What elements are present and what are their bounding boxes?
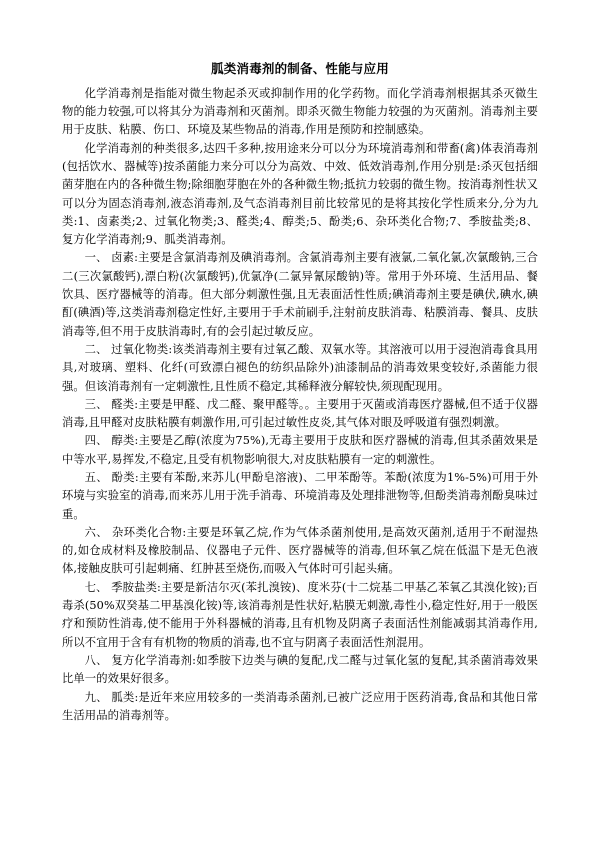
paragraph-10: 八、 复方化学消毒剂:如季胺下边类与碘的复配,戊二醛与过氧化氢的复配,其杀菌消毒效果比单一的效果好很多。	[62, 653, 538, 686]
page-title: 胍类消毒剂的制备、性能与应用	[211, 61, 389, 76]
paragraph-5: 三、 醛类:主要是甲醛、戊二醛、聚甲醛等。。主要用于灭菌或消毒医疗器械,但不适于仪器消毒,且甲醛对皮肤粘膜有刺激作用,可引起过敏性皮炎,其气体对眼及呼吸道有强烈刺激。	[62, 397, 538, 430]
paragraph-7: 五、 酚类:主要有苯酚,来苏儿(甲酚皂溶液)、二甲苯酚等。苯酚(浓度为1%-5%)可用于外环境与实验室的消毒,而来苏儿用于洗手消毒、环境消毒及处理排泄物等,但酚类消毒剂酚臭味过重。	[62, 470, 538, 521]
paragraph-8: 六、 杂环类化合物:主要是环氧乙烷,作为气体杀菌剂使用,是高效灭菌剂,适用于不耐湿热的,如仓成材料及橡胶制品、仪器电子元件、医疗器械等的消毒,但环氧乙烷在低温下是无色液体,接触皮肤可引起刺痛、红肿甚至烧伤,而吸入气体时可引起头痛。	[62, 525, 538, 576]
paragraph-2: 化学消毒剂的种类很多,达四千多种,按用途来分可以分为环境消毒剂和带畜(禽)体表消毒剂(包括饮水、器械等)按杀菌能力来分可以分为高效、中效、低效消毒剂,作用分别是:杀灭包括细菌芽胞在内的各种微生物;除细胞芽胞在外的各种微生物;抵抗力较弱的微生物。按消毒剂性状又可以分为固态消毒剂,液态消毒剂,及气态消毒剂目前比较常见的是将其按化学性质来分,分为九类:1、卤素类;2、过氧化物类;3、醛类;4、醇类;5、酚类;6、杂环类化合物;7、季胺盐类;8、复方化学消毒剂;9、胍类消毒剂。	[62, 141, 538, 247]
paragraph-9: 七、 季胺盐类:主要是新洁尔灭(苯扎溴铵)、度米芬(十二烷基二甲基乙苯氧乙其溴化铵);百毒杀(50%双癸基二甲基溴化铵)等,该消毒剂是性状好,粘膜无刺激,毒性小,稳定性好,用于一般医疗和预防性消毒,使不能用于外科器械的消毒,且有机物及阴离子表面活性剂能减弱其消毒作用,所以不宜用于含有有机物的物质的消毒,也不宜与阴离子表面活性剂混用。	[62, 580, 538, 649]
paragraph-6: 四、 醇类:主要是乙醇(浓度为75%),无毒主要用于皮肤和医疗器械的消毒,但其杀菌效果是中等水平,易挥发,不稳定,且受有机物影响很大,对皮肤粘膜有一定的刺激性。	[62, 434, 538, 466]
paragraph-4: 二、 过氧化物类:该类消毒剂主要有过氧乙酸、双氧水等。其溶液可以用于浸泡消毒食具用具,对玻璃、塑料、化纤(可致漂白褪色的纺织品除外)油漆制品的消毒效果变较好,杀菌能力很强。但该消毒剂有一定刺激性,且性质不稳定,其稀释液分解较快,须现配现用。	[62, 342, 538, 393]
paragraph-3: 一、 卤素:主要是含氯消毒剂及碘消毒剂。含氯消毒剂主要有液氯,二氧化氯,次氯酸钠,三合二(三次氯酸钙),漂白粉(次氯酸钙),优氯净(二氯异氰尿酸钠)等。常用于外环境、生活用品、餐饮具、医疗器械等的消毒。但大部分刺激性强,且无表面活性性质;碘消毒剂主要是碘伏,碘水,碘酊(碘酒)等,这类消毒剂稳定性好,主要用于手术前刷手,注射前皮肤消毒、粘膜消毒、餐具、皮肤消毒等,但不用于皮肤消毒时,有的会引起过敏反应。	[62, 251, 538, 338]
paragraph-1: 化学消毒剂是指能对微生物起杀灭或抑制作用的化学药物。而化学消毒剂根据其杀灭微生物的能力较强,可以将其分为消毒剂和灭菌剂。即杀灭微生物能力较强的为灭菌剂。消毒剂主要用于皮肤、粘膜、伤口、环境及某些物品的消毒,作用是预防和控制感染。	[62, 86, 538, 137]
paragraph-11: 九、 胍类:是近年来应用较多的一类消毒杀菌剂,已被广泛应用于医药消毒,食品和其他日常生活用品的消毒剂等。	[62, 690, 538, 722]
